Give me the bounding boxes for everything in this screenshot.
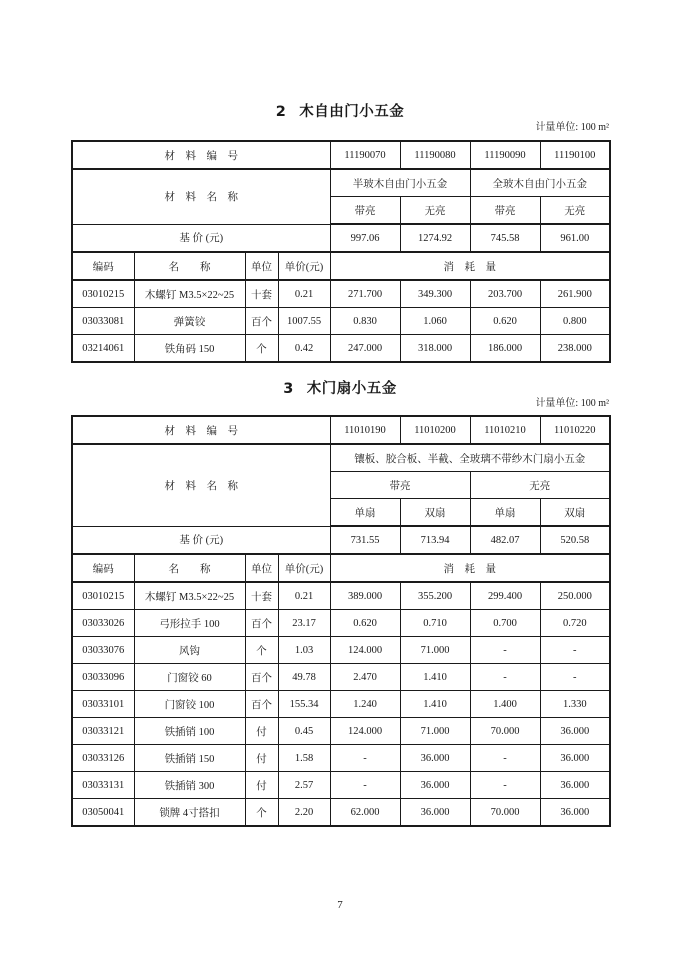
- cell-consumption: 0.620: [470, 308, 540, 335]
- cell-unit: 付: [245, 772, 278, 799]
- column-header-consumption: 消 耗 量: [330, 554, 610, 582]
- cell-consumption: 0.830: [330, 308, 400, 335]
- material-row: [72, 745, 610, 772]
- cell-consumption: 70.000: [470, 799, 540, 827]
- material-row: [72, 691, 610, 718]
- cell-name: 铁插销 300: [134, 772, 245, 799]
- cell-consumption: -: [330, 745, 400, 772]
- subcolumn-header: 无亮: [540, 197, 610, 225]
- material-row: [72, 582, 610, 610]
- cell-consumption: 36.000: [400, 772, 470, 799]
- category-header: 镶板、胶合板、半截、全玻璃不带纱木门扇小五金: [330, 444, 610, 472]
- material-row: [72, 280, 610, 308]
- cell-consumption: 0.720: [540, 610, 610, 637]
- cell-consumption: 36.000: [540, 799, 610, 827]
- cell-consumption: 389.000: [330, 582, 400, 610]
- subcolumn-header: 无亮: [400, 197, 470, 225]
- cell-name: 弹簧铰: [134, 308, 245, 335]
- group-header: 无亮: [470, 472, 610, 499]
- cell-price: 49.78: [278, 664, 330, 691]
- cell-price: 1.03: [278, 637, 330, 664]
- cell-name: 木螺钉 M3.5×22~25: [134, 280, 245, 308]
- section-3-number: 3: [283, 381, 294, 397]
- cell-unit: 付: [245, 745, 278, 772]
- cell-price: 155.34: [278, 691, 330, 718]
- cell-consumption: 1.060: [400, 308, 470, 335]
- cell-code: 03050041: [72, 799, 134, 827]
- cell-consumption: 299.400: [470, 582, 540, 610]
- cell-price: 1.58: [278, 745, 330, 772]
- cell-consumption: 124.000: [330, 718, 400, 745]
- cell-consumption: 1.240: [330, 691, 400, 718]
- cell-consumption: 71.000: [400, 637, 470, 664]
- base-price: 1274.92: [400, 224, 470, 252]
- material-code-row: [72, 141, 610, 169]
- cell-consumption: 36.000: [400, 799, 470, 827]
- cell-consumption: 124.000: [330, 637, 400, 664]
- subcolumn-header: 双扇: [540, 499, 610, 527]
- cell-consumption: 1.400: [470, 691, 540, 718]
- section-2-unit-note: 计量单位: 100 m²: [535, 122, 609, 133]
- cell-consumption: 355.200: [400, 582, 470, 610]
- cell-consumption: 203.700: [470, 280, 540, 308]
- cell-unit: 百个: [245, 664, 278, 691]
- material-row: [72, 335, 610, 363]
- column-header-unit: 单位: [245, 554, 278, 582]
- cell-consumption: 36.000: [540, 718, 610, 745]
- column-header-consumption: 消 耗 量: [330, 252, 610, 280]
- base-price-label: 基 价 (元): [72, 224, 330, 252]
- material-code: 11190100: [540, 141, 610, 169]
- subcolumn-header: 单扇: [330, 499, 400, 527]
- cell-name: 铁插销 100: [134, 718, 245, 745]
- cell-unit: 个: [245, 637, 278, 664]
- cell-consumption: 36.000: [400, 745, 470, 772]
- cell-consumption: -: [540, 637, 610, 664]
- base-price: 997.06: [330, 224, 400, 252]
- group-header: 带亮: [330, 472, 470, 499]
- cell-consumption: 62.000: [330, 799, 400, 827]
- cell-consumption: 247.000: [330, 335, 400, 363]
- material-code: 11010200: [400, 416, 470, 444]
- material-code: 11190090: [470, 141, 540, 169]
- cell-code: 03010215: [72, 280, 134, 308]
- cell-name: 门窗铰 60: [134, 664, 245, 691]
- cell-consumption: 186.000: [470, 335, 540, 363]
- material-code-row: [72, 416, 610, 444]
- cell-name: 弓形拉手 100: [134, 610, 245, 637]
- cell-name: 木螺钉 M3.5×22~25: [134, 582, 245, 610]
- cell-consumption: 271.700: [330, 280, 400, 308]
- group-header: 全玻木自由门小五金: [470, 169, 610, 197]
- cell-price: 0.21: [278, 280, 330, 308]
- material-code-label: 材 料 编 号: [72, 141, 330, 169]
- material-row: [72, 664, 610, 691]
- cell-unit: 百个: [245, 610, 278, 637]
- cell-consumption: -: [470, 637, 540, 664]
- base-price-row: [72, 224, 610, 252]
- subcolumn-header: 双扇: [400, 499, 470, 527]
- cell-unit: 十套: [245, 582, 278, 610]
- column-header-name: 名 称: [134, 554, 245, 582]
- cell-consumption: 1.410: [400, 664, 470, 691]
- cell-unit: 十套: [245, 280, 278, 308]
- base-price: 961.00: [540, 224, 610, 252]
- base-price-label: 基 价 (元): [72, 526, 330, 554]
- cell-consumption: 0.700: [470, 610, 540, 637]
- material-code: 11010190: [330, 416, 400, 444]
- section-2-table: [71, 140, 611, 363]
- subcolumn-header: 带亮: [330, 197, 400, 225]
- material-row: [72, 718, 610, 745]
- cell-price: 23.17: [278, 610, 330, 637]
- subcolumn-header: 单扇: [470, 499, 540, 527]
- cell-unit: 付: [245, 718, 278, 745]
- material-name-group-row: [72, 169, 610, 197]
- cell-consumption: 250.000: [540, 582, 610, 610]
- material-code-label: 材 料 编 号: [72, 416, 330, 444]
- cell-code: 03033121: [72, 718, 134, 745]
- cell-consumption: 261.900: [540, 280, 610, 308]
- base-price: 482.07: [470, 526, 540, 554]
- material-code: 11010220: [540, 416, 610, 444]
- column-header-unit: 单位: [245, 252, 278, 280]
- material-row: [72, 799, 610, 827]
- cell-name: 风钩: [134, 637, 245, 664]
- cell-code: 03033026: [72, 610, 134, 637]
- cell-consumption: 1.410: [400, 691, 470, 718]
- cell-consumption: 36.000: [540, 745, 610, 772]
- material-name-label: 材 料 名 称: [72, 444, 330, 526]
- cell-code: 03033126: [72, 745, 134, 772]
- cell-consumption: 71.000: [400, 718, 470, 745]
- cell-code: 03033076: [72, 637, 134, 664]
- column-header-price: 单价(元): [278, 554, 330, 582]
- cell-consumption: 70.000: [470, 718, 540, 745]
- cell-consumption: 0.620: [330, 610, 400, 637]
- column-header-code: 编码: [72, 252, 134, 280]
- cell-consumption: 2.470: [330, 664, 400, 691]
- cell-price: 2.20: [278, 799, 330, 827]
- cell-unit: 个: [245, 799, 278, 827]
- material-code: 11190070: [330, 141, 400, 169]
- column-header-name: 名 称: [134, 252, 245, 280]
- cell-price: 2.57: [278, 772, 330, 799]
- material-row: [72, 772, 610, 799]
- cell-consumption: 238.000: [540, 335, 610, 363]
- base-price: 731.55: [330, 526, 400, 554]
- cell-code: 03033081: [72, 308, 134, 335]
- page-number: 7: [337, 899, 343, 911]
- cell-code: 03033131: [72, 772, 134, 799]
- cell-consumption: -: [540, 664, 610, 691]
- material-row: [72, 610, 610, 637]
- cell-consumption: 318.000: [400, 335, 470, 363]
- cell-code: 03010215: [72, 582, 134, 610]
- material-row: [72, 637, 610, 664]
- cell-code: 03214061: [72, 335, 134, 363]
- cell-consumption: 349.300: [400, 280, 470, 308]
- cell-price: 0.42: [278, 335, 330, 363]
- cell-price: 1007.55: [278, 308, 330, 335]
- section-3-unit-note: 计量单位: 100 m²: [535, 398, 609, 409]
- cell-code: 03033096: [72, 664, 134, 691]
- cell-name: 铁角码 150: [134, 335, 245, 363]
- cell-name: 铁插销 150: [134, 745, 245, 772]
- column-header-code: 编码: [72, 554, 134, 582]
- group-header: 半玻木自由门小五金: [330, 169, 470, 197]
- base-price: 713.94: [400, 526, 470, 554]
- cell-consumption: -: [470, 772, 540, 799]
- cell-code: 03033101: [72, 691, 134, 718]
- material-category-row: [72, 444, 610, 472]
- cell-consumption: 1.330: [540, 691, 610, 718]
- column-header-price: 单价(元): [278, 252, 330, 280]
- base-price: 520.58: [540, 526, 610, 554]
- cell-name: 门窗铰 100: [134, 691, 245, 718]
- material-name-label: 材 料 名 称: [72, 169, 330, 224]
- section-2-name: 木自由门小五金: [299, 104, 405, 120]
- subcolumn-header: 带亮: [470, 197, 540, 225]
- column-header-row: [72, 554, 610, 582]
- cell-consumption: 0.710: [400, 610, 470, 637]
- cell-unit: 百个: [245, 308, 278, 335]
- base-price: 745.58: [470, 224, 540, 252]
- cell-price: 0.21: [278, 582, 330, 610]
- cell-unit: 个: [245, 335, 278, 363]
- material-code: 11190080: [400, 141, 470, 169]
- cell-consumption: -: [330, 772, 400, 799]
- cell-name: 锁牌 4寸搭扣: [134, 799, 245, 827]
- cell-unit: 百个: [245, 691, 278, 718]
- cell-consumption: 0.800: [540, 308, 610, 335]
- base-price-row: [72, 526, 610, 554]
- material-code: 11010210: [470, 416, 540, 444]
- column-header-row: [72, 252, 610, 280]
- cell-price: 0.45: [278, 718, 330, 745]
- cell-consumption: 36.000: [540, 772, 610, 799]
- section-3-name: 木门扇小五金: [306, 381, 397, 397]
- cell-consumption: -: [470, 664, 540, 691]
- section-2-number: 2: [275, 104, 287, 120]
- section-3-table: [71, 415, 611, 827]
- material-row: [72, 308, 610, 335]
- cell-consumption: -: [470, 745, 540, 772]
